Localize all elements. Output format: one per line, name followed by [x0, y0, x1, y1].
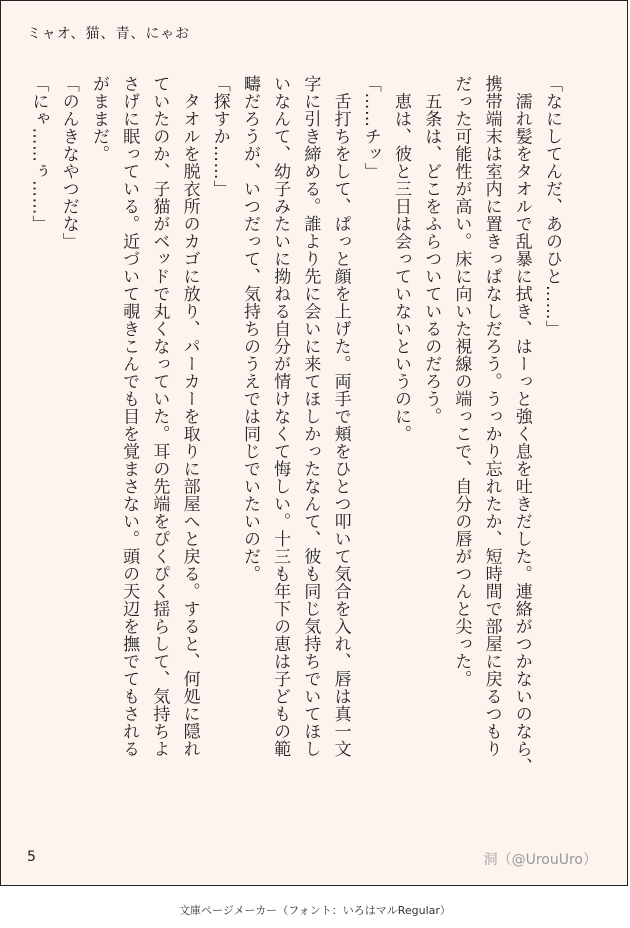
text-column: 濡れ髪をタオルで乱暴に拭き、はーっと強く息を吐きだした。連絡がつかないのなら、 — [511, 75, 532, 775]
text-column: タオルを脱衣所のカゴに放り、パーカーを取りに部屋へと戻る。すると、何処に隠れ — [179, 75, 200, 758]
text-column: 舌打ちをして、ぱっと顔を上げた。両手で頬をひとつ叩いて気合を入れ、唇は真一文 — [330, 75, 351, 758]
page-number: 5 — [27, 849, 36, 865]
text-column: 「にゃ……ぅ……」 — [28, 75, 49, 233]
generator-footer: 文庫ページメーカー（フォント：いろはマルRegular） — [179, 904, 451, 917]
text-column: 恵は、彼と三日は会っていないというのに。 — [390, 75, 411, 443]
text-column: 「なにしてんだ、あのひと……」 — [542, 75, 562, 338]
text-column: 疇だろうが、いつだって、気持ちのうえでは同じでいたいのだ。 — [239, 75, 260, 583]
text-column: 「……チッ」 — [360, 75, 381, 180]
running-title: ミャオ、猫、青、にゃお — [27, 26, 191, 42]
text-column: がままだ。 — [88, 75, 109, 163]
body-text — [23, 75, 567, 845]
text-column: 字に引き締める。誰より先に会いに来てほしかったなんて、彼も同じ気持ちでいてほし — [300, 75, 321, 758]
text-column: いなんて、幼子みたいに拗ねる自分が情けなくて悔しい。十三も年下の恵は子どもの範 — [270, 75, 291, 758]
text-column: さげに眠っている。近づいて覗きこんでも目を覚まさない。頭の天辺を撫でてもされる — [119, 75, 140, 758]
author-credit: 洞（@UrouUro） — [483, 852, 597, 868]
text-column: 五条は、どこをふらついているのだろう。 — [421, 75, 442, 425]
text-column: だった可能性が高い。床に向いた視線の端っこで、自分の唇がつんと尖った。 — [451, 75, 472, 688]
text-column: 「探すか……」 — [209, 75, 230, 198]
text-column: ていたのか、子猫がベッドで丸くなっていた。耳の先端をぴくぴく揺らして、気持ちよ — [149, 75, 170, 758]
text-column: 「のんきなやつだな」 — [58, 75, 79, 250]
text-column: 携帯端末は室内に置きっぱなしだろう。うっかり忘れたか、短時間で部屋に戻るつもり — [481, 75, 502, 758]
